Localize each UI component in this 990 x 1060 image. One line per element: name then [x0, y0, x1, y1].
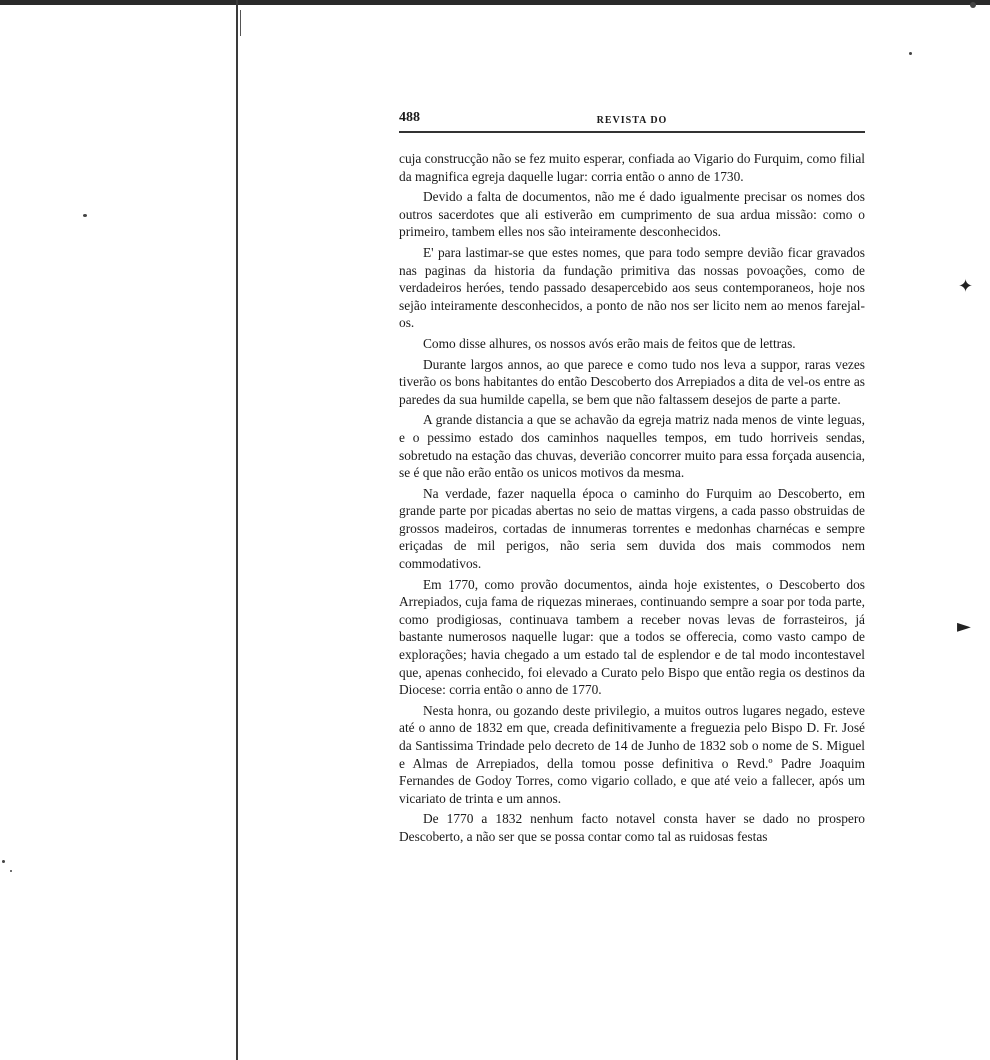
paragraph: Durante largos annos, ao que parece e como tudo nos leva a suppor, raras vezes tiverão os bons habitantes do então Descoberto dos Arrepiados a dita de vel-os entre as paredes da sua humilde capella, se bem que não faltassem desejos de parte a parte. [399, 356, 865, 407]
running-head: REVISTA DO [596, 115, 668, 126]
page-number: 488 [399, 110, 420, 125]
body-text [399, 150, 865, 849]
paragraph: Em 1770, como provão documentos, ainda hoje existentes, o Descoberto dos Arrepiados, cuja fama de riquezas mineraes, continuando sempre a soar por toda parte, como prodigiosas, continuava tambem a receber novas levas de forrasteiros, já bastante numerosos naquelle lugar: que a todos se offerecia, como vasto campo de explorações; havia chegado a um estado tal de esplendor e de tal modo incontestavel que, apenas conhecido, foi elevado a Curato pelo Bispo que então regia os destinos da Diocese: corria então o anno de 1770. [399, 576, 865, 698]
paragraph: Na verdade, fazer naquella época o caminho do Furquim ao Descoberto, em grande parte por picadas abertas no seio de mattas virgens, a cada passo obstruidas de grossos madeiros, cortadas de innumeras torrentes e medonhas charnécas e sempre eriçadas de mil perigos, não seria sem duvida dos mais commodos nem commodativos. [399, 485, 865, 572]
margin-arrow-icon: ► [957, 616, 971, 637]
paragraph: De 1770 a 1832 nenhum facto notavel consta haver se dado no prospero Descoberto, a não ser que se possa contar como tal as ruidosas festas [399, 811, 865, 844]
paragraph: A grande distancia a que se achavão da egreja matriz nada menos de vinte leguas, e o pessimo estado dos caminhos naquelles tempos, em tudo horriveis sendas, sobretudo na estação das chuvas, deverião concorrer muito para essa forçada ausencia, se é que não erão então os unicos motivos da mesma. [399, 412, 865, 481]
scan-speck [970, 2, 976, 8]
header-rule [399, 131, 865, 133]
paragraph: Devido a falta de documentos, não me é dado igualmente precisar os nomes dos outros sacerdotes que ali estiverão em cumprimento de sua ardua missão: como o primeiro, tambem elles nos são inteiramente desconhecidos. [399, 189, 865, 240]
paragraph: Como disse alhures, os nossos avós erão mais de feitos que de lettras. [423, 335, 796, 351]
paragraph: Nesta honra, ou gozando deste privilegio, a muitos outros lugares negado, esteve até o anno de 1832 em que, creada definitivamente a freguezia pelo Bispo D. Fr. José da Santissima Trindade pelo decreto de 14 de Junho de 1832 sob o nome de S. Miguel e Almas de Arrepiados, della tomou posse definitiva o Revd.º Padre Joaquim Fernandes de Godoy Torres, como vigario collado, e que até veio a fallecer, após um vicariato de trinta e um annos. [399, 702, 865, 806]
scan-speck [83, 214, 87, 217]
margin-mark-icon: ✦ [958, 276, 974, 297]
book-gutter-line [236, 0, 238, 1060]
gutter-mark [240, 10, 241, 36]
scan-speck [10, 870, 12, 872]
paragraph: E' para lastimar-se que estes nomes, que para todo sempre devião ficar gravados nas paginas da historia da fundação primitiva das nossas povoações, como de verdadeiros heróes, tendo passado desapercebido aos seus contemporaneos, hoje nos sejão inteiramente desconhecidos, a ponto de não nos ser licito nem ao menos farejal-os. [399, 244, 865, 331]
scan-speck [2, 860, 5, 863]
page-header [399, 110, 865, 132]
scan-speck [909, 52, 912, 55]
page-top-edge [0, 0, 990, 5]
paragraph: cuja construcção não se fez muito esperar, confiada ao Vigario do Furquim, como filial da magnifica egreja daquelle lugar: corria então o anno de 1730. [399, 151, 865, 184]
